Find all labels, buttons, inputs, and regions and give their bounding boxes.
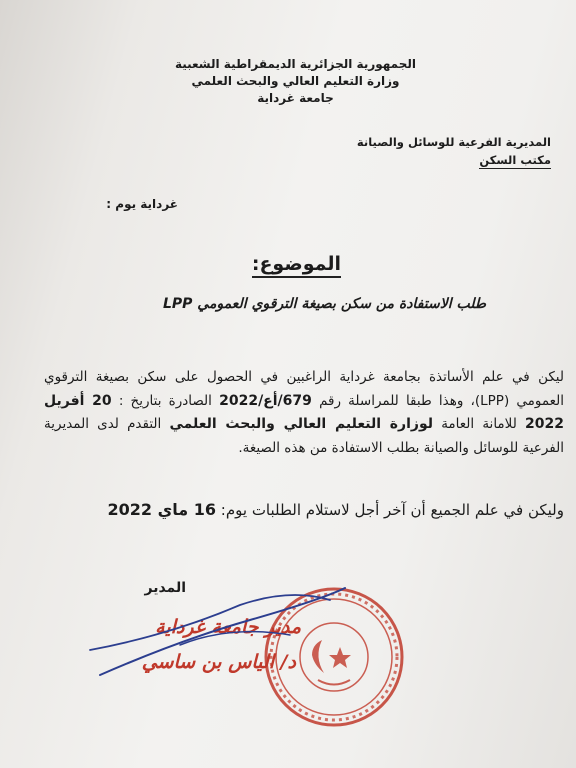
stamp-name-line1: مدير جامعة غرداية bbox=[155, 616, 301, 638]
office-bureau: مكتب السكن bbox=[479, 153, 551, 167]
republic-name: الجمهورية الجزائرية الديمقراطية الشعبية bbox=[174, 57, 416, 71]
body-text-3: للامانة العامة bbox=[441, 416, 517, 432]
ministry-mention: لوزارة التعليم العالي والبحث العلمي bbox=[169, 416, 434, 432]
body-text-2: الصادرة بتاريخ : bbox=[118, 392, 212, 409]
subject-label: الموضوع: bbox=[252, 253, 341, 278]
stamp-name-line2: د/ الياس بن ساسي bbox=[141, 651, 296, 673]
body-text-1: ليكن في علم الأساتذة بجامعة غرداية الراغبين في الحصول على سكن بصيغة الترقوي العمومي (LPP)، وهذا طبقا للمراسلة رقم bbox=[44, 369, 565, 409]
body-paragraph bbox=[44, 366, 564, 460]
reference-date: 20 أفريل 2022 bbox=[44, 392, 564, 432]
ministry-name: وزارة التعليم العالي والبحث العلمي bbox=[191, 74, 400, 88]
deadline-date: 16 ماي 2022 bbox=[107, 500, 216, 519]
letterhead bbox=[175, 56, 416, 107]
date-line: غرداية يوم : bbox=[106, 197, 178, 211]
handwritten-signature bbox=[60, 580, 350, 690]
office-directorate: المديرية الفرعية للوسائل والصيانة bbox=[356, 135, 551, 149]
university-name: جامعة غرداية bbox=[257, 91, 334, 105]
closing-text: وليكن في علم الجميع أن آخر أجل لاستلام الطلبات يوم: bbox=[220, 501, 564, 519]
issuing-office bbox=[357, 133, 551, 169]
closing-line bbox=[107, 500, 564, 519]
reference-number: 679/أع/2022 bbox=[219, 392, 312, 409]
signatory-title: المدير bbox=[144, 580, 186, 596]
body-text-4: التقدم لدى المديرية الفرعية للوسائل والصيانة بطلب الاستفادة من هذه الصيغة. bbox=[44, 416, 564, 456]
subject-text: طلب الاستفادة من سكن بصيغة الترقوي العمومي LPP bbox=[162, 296, 486, 312]
